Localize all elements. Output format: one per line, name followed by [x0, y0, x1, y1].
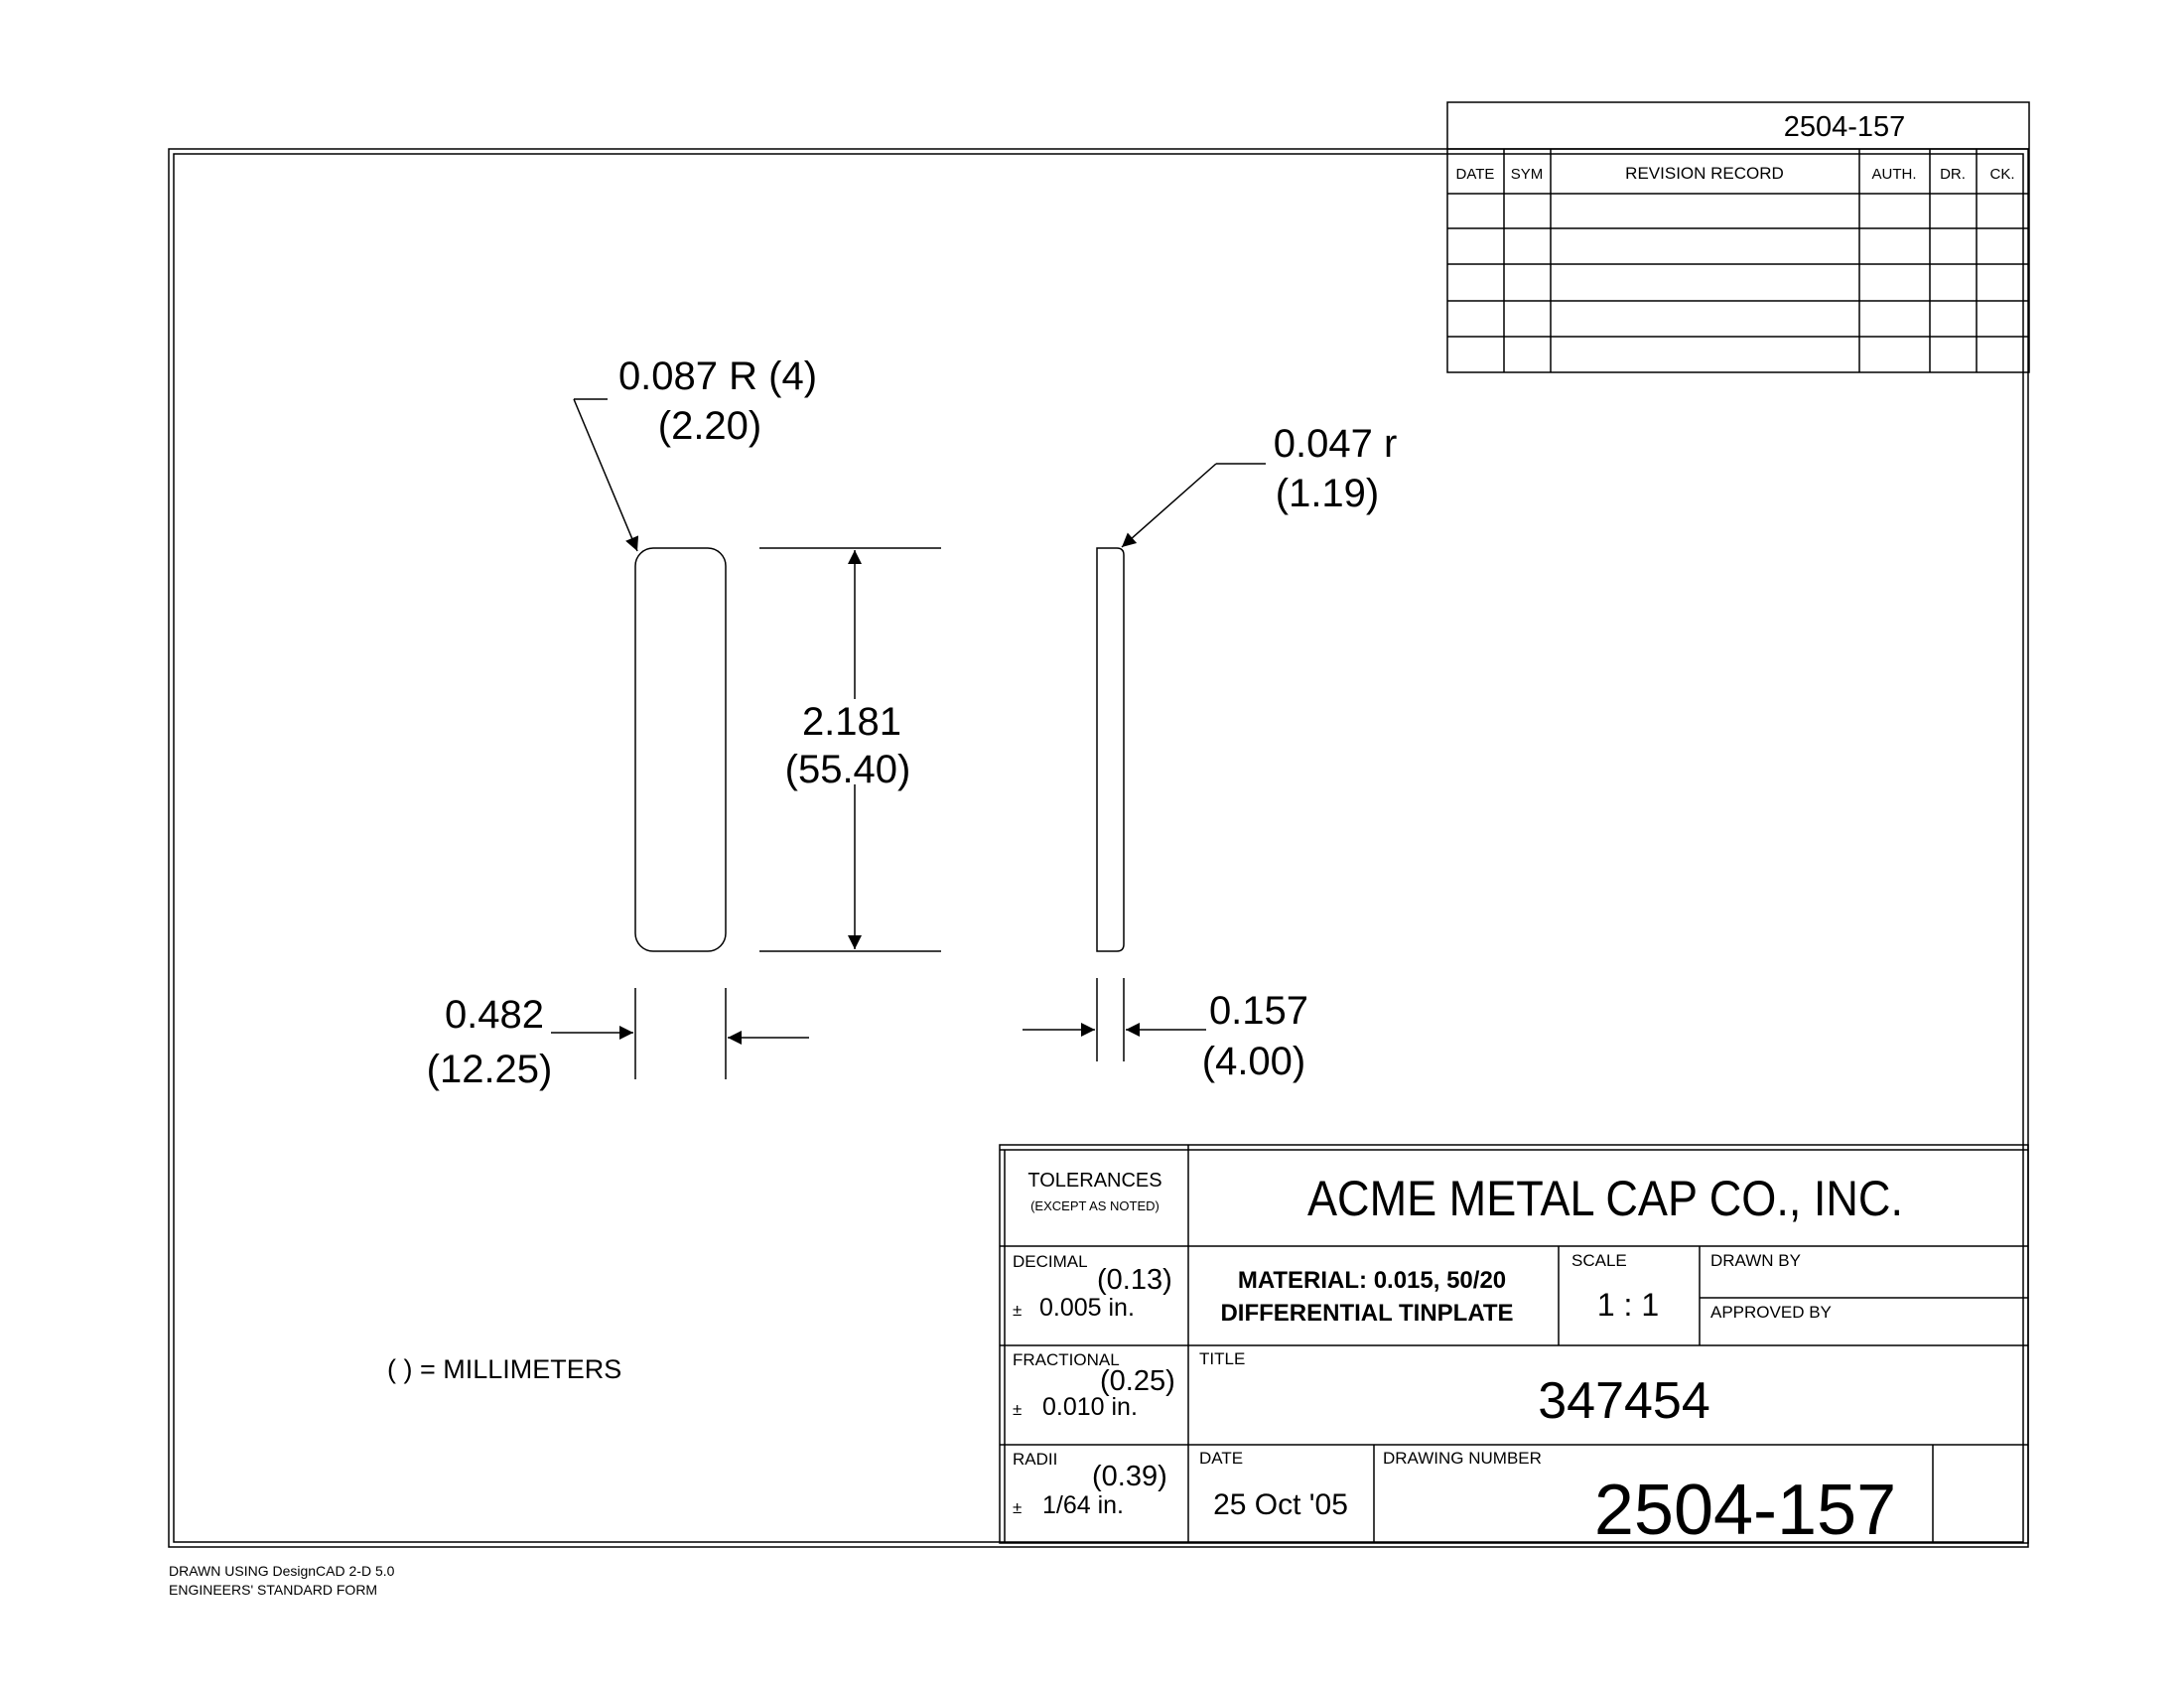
radii-plus-minus: ±	[1013, 1498, 1023, 1517]
revision-header-record: REVISION RECORD	[1625, 164, 1784, 183]
drawing-number-value: 2504-157	[1593, 1471, 1897, 1550]
scale-label: SCALE	[1571, 1251, 1627, 1270]
material-line-2: DIFFERENTIAL TINPLATE	[1220, 1300, 1514, 1327]
fractional-mm: (0.25)	[1100, 1365, 1175, 1397]
drawn-by-label: DRAWN BY	[1710, 1251, 1801, 1270]
radius-leader	[574, 399, 637, 551]
fractional-value: 0.010 in.	[1042, 1393, 1138, 1421]
width-dimension	[551, 988, 809, 1079]
side-radius-label: 0.047 r	[1273, 422, 1398, 466]
approved-by-label: APPROVED BY	[1710, 1303, 1832, 1322]
fractional-plus-minus: ±	[1013, 1400, 1023, 1419]
radius-label: 0.087 R (4)	[617, 354, 818, 398]
side-radius-leader	[1122, 464, 1266, 547]
part-front-view	[635, 548, 726, 951]
title-value: 347454	[1538, 1372, 1710, 1430]
length-label: 2.181	[801, 700, 902, 744]
radii-mm: (0.39)	[1092, 1461, 1167, 1492]
date-value: 25 Oct '05	[1213, 1488, 1348, 1521]
width-label: 0.482	[444, 993, 545, 1037]
decimal-mm: (0.13)	[1097, 1264, 1172, 1296]
thickness-dimension	[1023, 978, 1206, 1061]
drawing-number-label: DRAWING NUMBER	[1383, 1449, 1542, 1468]
company-name: ACME METAL CAP CO., INC.	[1307, 1171, 1903, 1226]
decimal-value: 0.005 in.	[1039, 1294, 1135, 1322]
radii-label: RADII	[1013, 1450, 1058, 1469]
thickness-label-mm: (4.00)	[1201, 1040, 1306, 1083]
width-label-mm: (12.25)	[426, 1048, 553, 1091]
revision-header-ck: CK.	[1989, 166, 2015, 183]
radii-value: 1/64 in.	[1042, 1491, 1125, 1519]
header-drawing-number: 2504-157	[1783, 111, 1906, 143]
length-label-mm: (55.40)	[784, 748, 911, 791]
side-radius-label-mm: (1.19)	[1275, 472, 1380, 515]
part-side-view	[1097, 548, 1124, 951]
units-note: ( ) = MILLIMETERS	[387, 1354, 622, 1384]
footer-software-note: DRAWN USING DesignCAD 2-D 5.0	[169, 1563, 395, 1579]
revision-header-sym: SYM	[1510, 166, 1544, 183]
decimal-label: DECIMAL	[1013, 1252, 1088, 1271]
date-label: DATE	[1199, 1449, 1244, 1468]
revision-header-dr: DR.	[1940, 166, 1966, 183]
thickness-label: 0.157	[1208, 989, 1309, 1033]
scale-value: 1 : 1	[1596, 1287, 1660, 1323]
fractional-label: FRACTIONAL	[1013, 1350, 1120, 1369]
tolerances-label: TOLERANCES	[1027, 1170, 1162, 1192]
sheet-border	[169, 149, 2028, 1547]
title-label: TITLE	[1199, 1349, 1246, 1368]
revision-header-date: DATE	[1455, 166, 1495, 183]
revision-header-auth: AUTH.	[1871, 166, 1917, 183]
revision-block	[1447, 102, 2029, 372]
except-note: (EXCEPT AS NOTED)	[1030, 1198, 1160, 1213]
footer-form-note: ENGINEERS' STANDARD FORM	[169, 1582, 378, 1598]
decimal-plus-minus: ±	[1013, 1301, 1023, 1320]
material-line-1: MATERIAL: 0.015, 50/20	[1237, 1267, 1507, 1294]
radius-label-mm: (2.20)	[657, 404, 762, 448]
